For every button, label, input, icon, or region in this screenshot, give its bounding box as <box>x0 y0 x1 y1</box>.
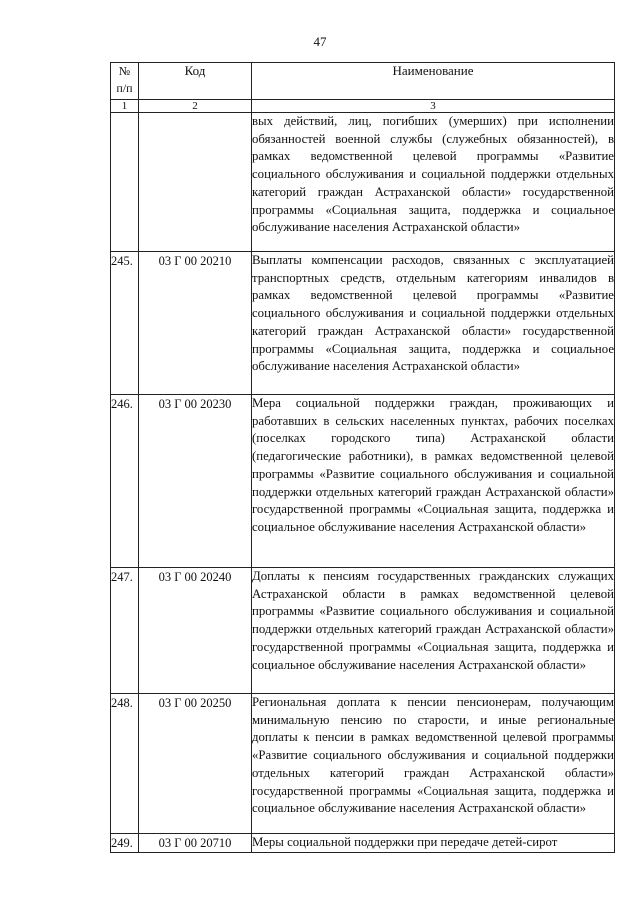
row-code: 03 Г 00 20210 <box>139 252 252 395</box>
row-number: 247. <box>111 568 139 694</box>
row-name: Мера социальной поддержки граждан, проживающих и работавших в сельских населенных пунктах, рабочих поселках (поселках городского типа) Астраханской области (педагогические работники), в рамках ведомственной целевой программы «Развитие социального обслуживания и социальной поддержки отдельных категорий граждан Астраханской области» государственной программы «Социальная защита, поддержка и социальное обслуживание населения Астраханской области» <box>252 395 615 568</box>
table-row <box>111 113 615 252</box>
row-name: Региональная доплата к пенсии пенсионерам, получающим минимальную пенсию по старости, и иные региональные доплаты к пенсии в рамках ведомственной целевой программы «Развитие социального обслуживания и социальной поддержки отдельных категорий граждан Астраханской области» государственной программы «Социальная защита, поддержка и социальное обслуживание населения Астраханской области» <box>252 694 615 834</box>
budget-classification-table <box>110 62 615 853</box>
row-code: 03 Г 00 20230 <box>139 395 252 568</box>
row-number: 249. <box>111 834 139 853</box>
row-name: Выплаты компенсации расходов, связанных с эксплуатацией транспортных средств, отдельным категориям инвалидов в рамках ведомственной целевой программы «Развитие социального обслуживания и социальной поддержки отдельных категорий граждан Астраханской области» государственной программы «Социальная защита, поддержка и социальное обслуживание населения Астраханской области» <box>252 252 615 395</box>
column-index-row <box>111 100 615 113</box>
table-row <box>111 694 615 834</box>
row-name: Меры социальной поддержки при передаче детей-сирот <box>252 834 615 853</box>
table-row <box>111 252 615 395</box>
row-number <box>111 113 139 252</box>
table-row <box>111 834 615 853</box>
table-row <box>111 395 615 568</box>
header-code: Код <box>139 63 252 100</box>
row-code <box>139 113 252 252</box>
column-index-2: 2 <box>139 100 252 113</box>
header-number: № п/п <box>111 63 139 100</box>
header-name: Наименование <box>252 63 615 100</box>
row-number: 245. <box>111 252 139 395</box>
row-name: Доплаты к пенсиям государственных гражданских служащих Астраханской области в рамках ведомственной целевой программы «Развитие социального обслуживания и социальной поддержки отдельных категорий граждан Астраханской области» государственной программы «Социальная защита, поддержка и социальное обслуживание населения Астраханской области» <box>252 568 615 694</box>
page-number: 47 <box>313 34 327 49</box>
table-row <box>111 568 615 694</box>
column-index-3: 3 <box>252 100 615 113</box>
row-number: 246. <box>111 395 139 568</box>
row-code: 03 Г 00 20710 <box>139 834 252 853</box>
row-number: 248. <box>111 694 139 834</box>
table-header-row <box>111 63 615 100</box>
column-index-1: 1 <box>111 100 139 113</box>
row-code: 03 Г 00 20250 <box>139 694 252 834</box>
row-code: 03 Г 00 20240 <box>139 568 252 694</box>
row-name: вых действий, лиц, погибших (умерших) при исполнении обязанностей военной службы (служебных обязанностей), в рамках ведомственной целевой программы «Развитие социального обслуживания и социальной поддержки отдельных категорий граждан Астраханской области» государственной программы «Социальная защита, поддержка и социальное обслуживание населения Астраханской области» <box>252 113 615 252</box>
